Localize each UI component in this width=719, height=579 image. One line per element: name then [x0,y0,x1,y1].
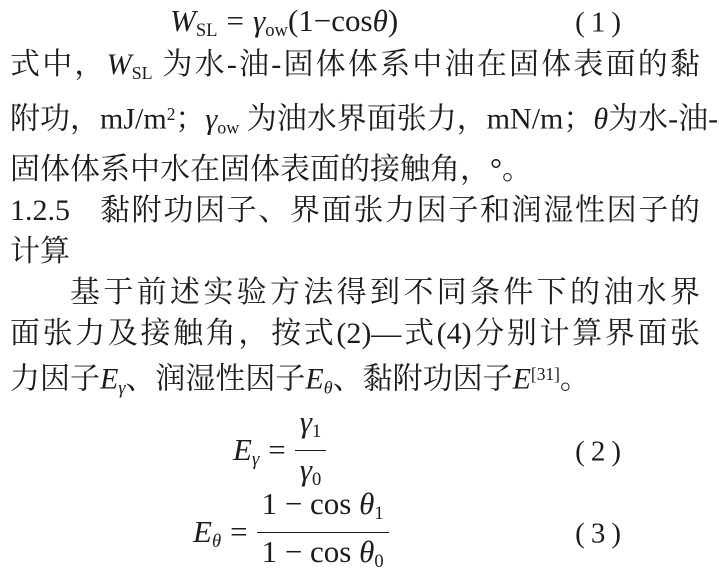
fraction-denominator [257,533,389,579]
symbol-gamma: γ [299,451,312,487]
symbol-gamma: γ [253,3,266,39]
paragraph-1-line-3 [10,149,700,190]
text-run: 。 [559,362,590,396]
text-run: 为油水界面张力，mN/m； [239,102,594,136]
text-run: 为水-油- [608,102,719,136]
subscript-ow: ow [265,20,288,42]
subscript-gamma: γ [118,377,126,398]
symbol-E: E [512,362,531,396]
text-run: 式中， [10,48,107,81]
symbol-gamma: γ [205,102,218,136]
subscript-0: 0 [311,469,322,491]
text-run: 面张力及接触角，按式(2)—式(4)分别计算界面张 [10,316,700,350]
subscript-1: 1 [374,502,384,524]
subscript-ow: ow [217,117,240,138]
fraction [295,404,327,497]
subscript-0: 0 [374,551,384,573]
text-run: 1 − cos [261,485,360,521]
text-run: 力因子 [10,362,100,396]
subscript-theta: θ [323,377,333,398]
symbol-theta: θ [359,533,375,569]
text-run: 为水-油-固体体系中油在固体表面的黏 [152,48,701,81]
equation-3-body [193,485,389,579]
subscript-gamma: γ [251,448,260,470]
superscript-2: 2 [166,104,176,125]
paragraph-1-line-2 [10,94,719,149]
symbol-theta: θ [359,485,375,521]
symbol-theta: θ [372,3,388,39]
symbol-E: E [193,513,212,549]
symbol-W: W [106,48,132,81]
text-run: 、黏附功因子 [332,362,513,396]
symbol-E: E [305,362,324,396]
equation-2 [10,403,700,491]
symbol-theta: θ [593,102,609,136]
close-paren: ) [387,3,399,39]
text-run: 固体体系中水在固体表面的接触角，°。 [10,152,532,186]
equals-sign: = [230,513,248,549]
text-run: 、润湿性因子 [125,362,306,396]
subscript-SL: SL [131,63,153,84]
fraction [257,486,389,579]
equation-1-number: (1) [575,6,627,39]
symbol-E: E [233,431,252,467]
section-heading-continued [10,231,700,272]
text-run: 基于前述实验方法得到不同条件下的油水界 [70,275,700,309]
symbol-E: E [100,362,119,396]
symbol-W: W [170,3,196,39]
equals-sign: = [268,431,286,467]
paragraph-2-line-2 [10,313,700,354]
equation-1-expression: (1−cos [287,3,373,39]
section-title: 黏附功因子、界面张力因子和润湿性因子的 [100,193,700,227]
fraction-numerator [257,486,389,533]
citation-superscript: [31] [530,363,560,384]
text-run: 计算 [10,234,70,268]
text-run: 附功，mJ/m [10,102,167,136]
section-heading [10,190,700,231]
text-run: 1 − cos [261,533,360,569]
paragraph-2-line-3 [10,354,700,409]
subscript-1: 1 [311,420,322,442]
equation-3-number: (3) [575,517,627,550]
paragraph-2-line-1 [10,272,700,313]
equation-1 [10,2,700,44]
text-run: ； [175,102,206,136]
equation-1-body [170,3,398,42]
section-number: 1.2.5 [10,193,70,227]
equation-2-number: (2) [575,435,627,468]
subscript-theta: θ [211,530,222,552]
symbol-gamma: γ [299,403,312,439]
paragraph-1-line-1 [10,44,700,94]
fraction-numerator [295,404,327,451]
equation-3 [10,485,700,576]
equals-sign: = [226,3,245,39]
equation-2-body [233,403,326,497]
subscript-SL: SL [195,20,218,42]
